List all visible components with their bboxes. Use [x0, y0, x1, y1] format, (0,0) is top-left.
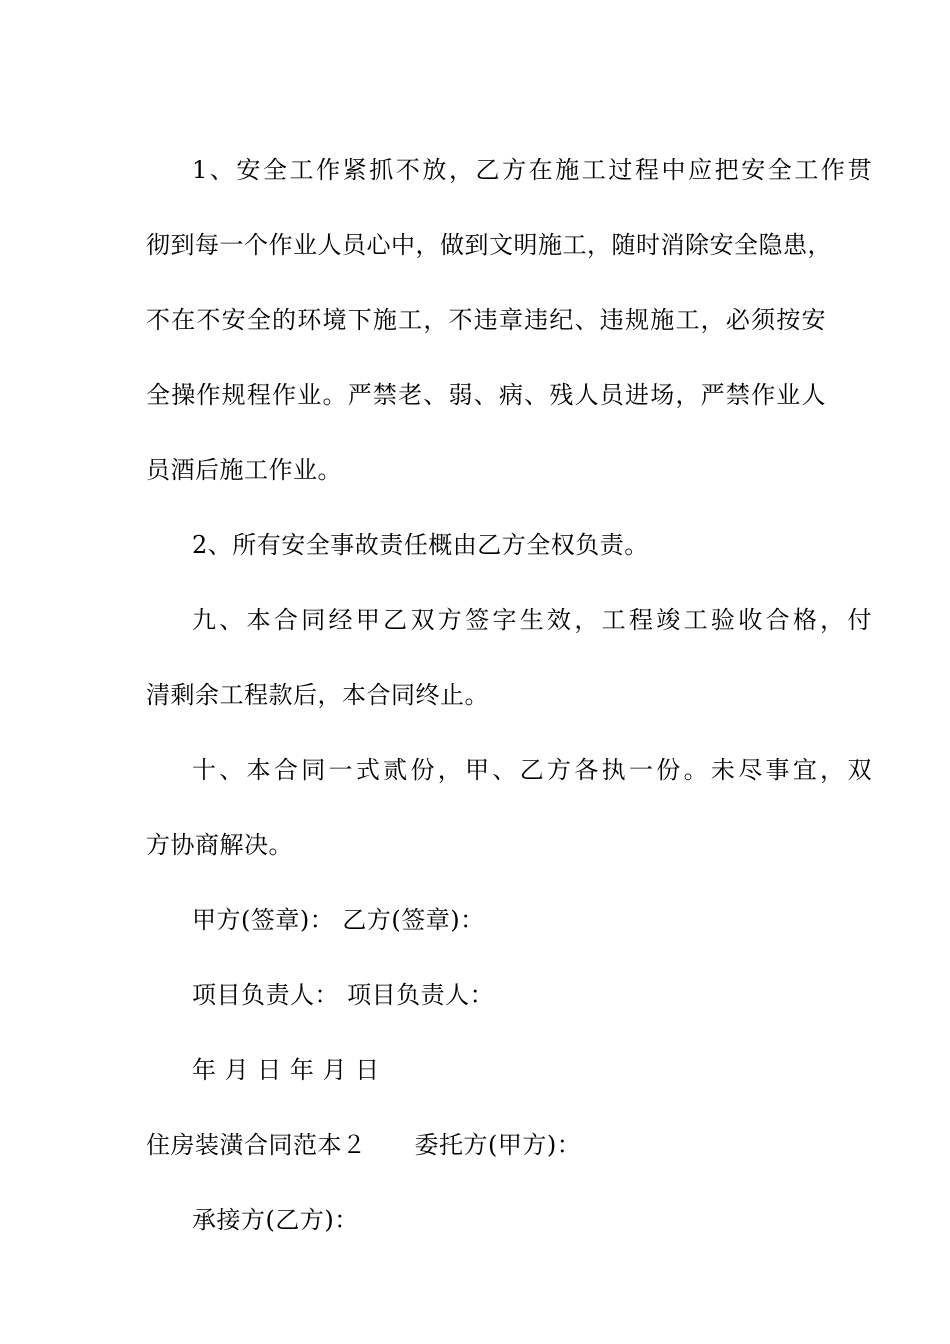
paragraph-line: 全操作规程作业。严禁老、弱、病、残人员进场，严禁作业人	[146, 381, 826, 409]
paragraph-line: 员酒后施工作业。	[146, 456, 342, 484]
signature-line: 甲方(签章)： 乙方(签章)：	[192, 906, 485, 934]
contract-title: 住房装潢合同范本２	[146, 1131, 367, 1159]
document-body	[146, 133, 872, 1258]
contractor-party-line: 承接方(乙方)：	[192, 1206, 359, 1234]
paragraph-line: 清剩余工程款后，本合同终止。	[146, 681, 489, 709]
paragraph-line: 不在不安全的环境下施工，不违章违纪、违规施工，必须按安	[146, 306, 826, 334]
paragraph-line: 九、本合同经甲乙双方签字生效，工程竣工验收合格，付	[192, 606, 872, 634]
paragraph-line: 方协商解决。	[146, 831, 293, 859]
paragraph-line: 1、安全工作紧抓不放，乙方在施工过程中应把安全工作贯	[192, 156, 872, 184]
paragraph-line: 2、所有安全事故责任概由乙方全权负责。	[192, 531, 649, 559]
client-party-label: 委托方(甲方)：	[414, 1131, 582, 1159]
date-line: 年 月 日 年 月 日	[192, 1056, 380, 1084]
project-leader-line: 项目负责人： 项目负责人：	[192, 981, 495, 1009]
paragraph-line: 十、本合同一式贰份，甲、乙方各执一份。未尽事宜，双	[192, 756, 872, 784]
paragraph-line: 彻到每一个作业人员心中，做到文明施工，随时消除安全隐患，	[146, 231, 832, 259]
contract-title-line	[146, 1108, 826, 1183]
